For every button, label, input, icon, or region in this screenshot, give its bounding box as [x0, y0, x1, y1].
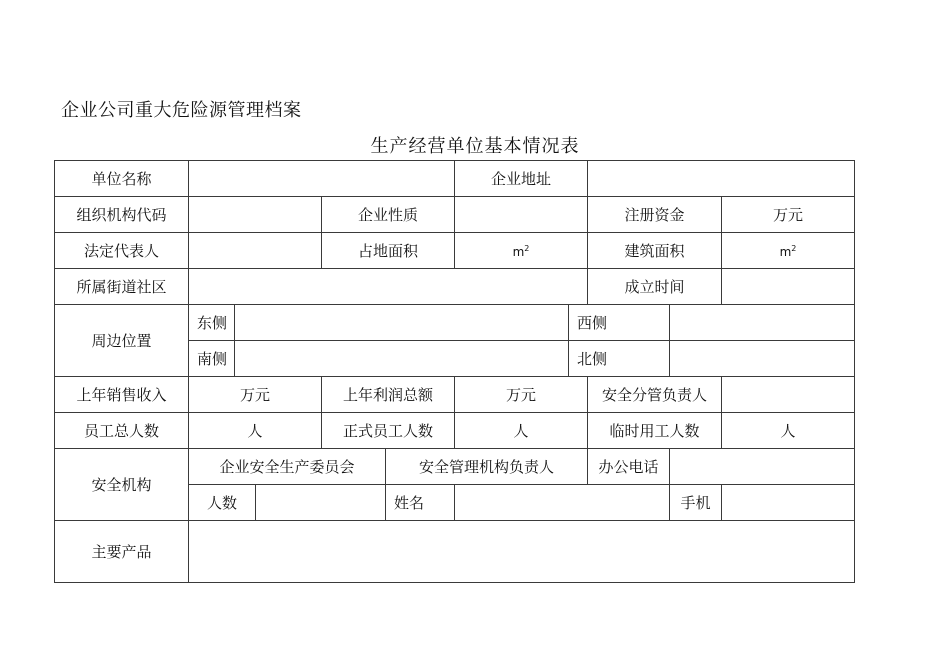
- building-area-unit: $m^2$: [779, 243, 797, 259]
- south-label: 南侧: [189, 341, 235, 377]
- enterprise-address-field[interactable]: [588, 161, 855, 197]
- enterprise-address-label: 企业地址: [455, 161, 588, 197]
- table-title: 生产经营单位基本情况表: [370, 136, 580, 157]
- east-field[interactable]: [235, 305, 569, 341]
- row-legal-rep: [55, 233, 855, 269]
- row-street-community: [55, 269, 855, 305]
- last-year-profit-label: 上年利润总额: [322, 377, 455, 413]
- safety-committee-label: 企业安全生产委员会: [189, 449, 386, 485]
- safety-manager-field[interactable]: [722, 377, 855, 413]
- main-products-label: 主要产品: [55, 521, 189, 583]
- founded-time-label: 成立时间: [588, 269, 722, 305]
- total-staff-field[interactable]: 人: [189, 413, 322, 449]
- temp-staff-field[interactable]: 人: [722, 413, 855, 449]
- registered-capital-label: 注册资金: [588, 197, 722, 233]
- founded-time-field[interactable]: [722, 269, 855, 305]
- name-label: 姓名: [386, 485, 455, 521]
- north-label: 北侧: [569, 341, 670, 377]
- row-staff: [55, 413, 855, 449]
- last-year-sales-field[interactable]: 万元: [189, 377, 322, 413]
- headcount-label: 人数: [189, 485, 256, 521]
- formal-staff-label: 正式员工人数: [322, 413, 455, 449]
- land-area-label: 占地面积: [322, 233, 455, 269]
- north-field[interactable]: [670, 341, 855, 377]
- safety-org-label: 安全机构: [55, 449, 189, 521]
- mobile-label: 手机: [670, 485, 722, 521]
- main-products-field[interactable]: [189, 521, 855, 583]
- west-label: 西侧: [569, 305, 670, 341]
- safety-head-label: 安全管理机构负责人: [386, 449, 588, 485]
- row-org-code: [55, 197, 855, 233]
- total-staff-label: 员工总人数: [55, 413, 189, 449]
- row-unit-name: [55, 161, 855, 197]
- land-area-unit: $m^2$: [512, 243, 530, 259]
- name-field[interactable]: [455, 485, 670, 521]
- street-community-label: 所属街道社区: [55, 269, 189, 305]
- row-safety-org-1: [55, 449, 855, 485]
- legal-rep-field[interactable]: [189, 233, 322, 269]
- east-label: 东侧: [189, 305, 235, 341]
- org-code-field[interactable]: [189, 197, 322, 233]
- surroundings-label: 周边位置: [55, 305, 189, 377]
- row-finance: [55, 377, 855, 413]
- row-surroundings-east-west: [55, 305, 855, 341]
- unit-name-label: 单位名称: [55, 161, 189, 197]
- last-year-sales-label: 上年销售收入: [55, 377, 189, 413]
- basic-info-form: [54, 160, 855, 583]
- registered-capital-unit[interactable]: 万元: [722, 197, 855, 233]
- temp-staff-label: 临时用工人数: [588, 413, 722, 449]
- office-phone-label: 办公电话: [588, 449, 670, 485]
- south-field[interactable]: [235, 341, 569, 377]
- building-area-field[interactable]: [722, 233, 855, 269]
- west-field[interactable]: [670, 305, 855, 341]
- org-code-label: 组织机构代码: [55, 197, 189, 233]
- row-main-products: [55, 521, 855, 583]
- safety-manager-label: 安全分管负责人: [588, 377, 722, 413]
- street-community-field[interactable]: [189, 269, 588, 305]
- last-year-profit-field[interactable]: 万元: [455, 377, 588, 413]
- headcount-field[interactable]: [256, 485, 386, 521]
- building-area-label: 建筑面积: [588, 233, 722, 269]
- enterprise-nature-field[interactable]: [455, 197, 588, 233]
- office-phone-field[interactable]: [670, 449, 855, 485]
- formal-staff-field[interactable]: 人: [455, 413, 588, 449]
- enterprise-nature-label: 企业性质: [322, 197, 455, 233]
- document-title: 企业公司重大危险源管理档案: [61, 100, 302, 121]
- unit-name-field[interactable]: [189, 161, 455, 197]
- land-area-field[interactable]: [455, 233, 588, 269]
- mobile-field[interactable]: [722, 485, 855, 521]
- legal-rep-label: 法定代表人: [55, 233, 189, 269]
